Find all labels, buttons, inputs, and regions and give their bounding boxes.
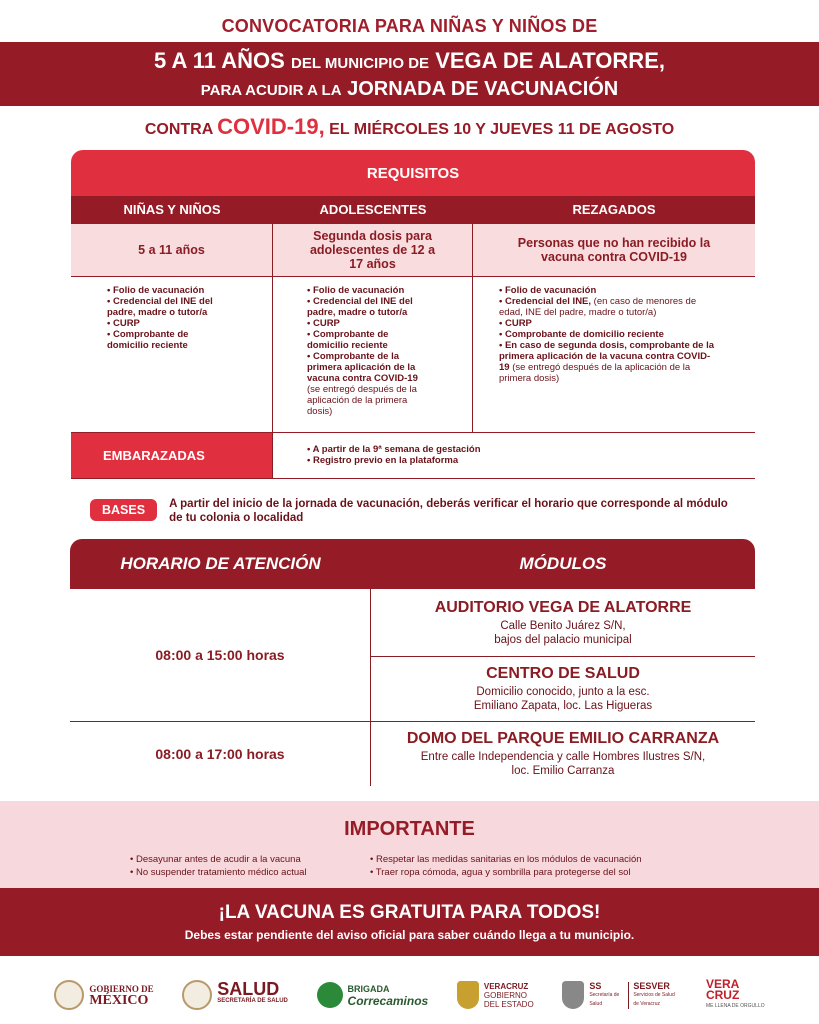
horario-row-2 — [70, 722, 755, 786]
list-item: • Folio de vacunación — [499, 285, 717, 296]
gobierno-mexico-logo: GOBIERNO DE MÉXICO — [54, 980, 153, 1010]
gratuita-title: ¡LA VACUNA ES GRATUITA PARA TODOS! — [218, 902, 601, 923]
mexico-seal-icon — [54, 980, 84, 1010]
sub-adolescentes: Segunda dosis para adolescentes de 12 a 17 años — [273, 224, 473, 276]
title-line-3 — [0, 74, 819, 101]
list-item: • Folio de vacunación — [307, 285, 429, 296]
module-name: DOMO DEL PARQUE EMILIO CARRANZA — [406, 730, 720, 747]
time-slot-2: 08:00 a 17:00 horas — [70, 722, 371, 786]
module-address: Entre calle Independencia y calle Hombres Ilustres S/N, loc. Emilio Carranza — [420, 751, 706, 777]
requisitos-table — [71, 150, 755, 479]
logo-strip — [0, 966, 819, 1024]
list-item: • A partir de la 9ª semana de gestación — [307, 444, 481, 455]
requisitos-subtitles — [71, 224, 755, 276]
list-item: • Credencial del INE, (en caso de menores de edad, INE del padre, madre o tutor/a) — [499, 296, 717, 318]
rezagados-list-cell — [473, 277, 755, 432]
title-line-4 — [0, 114, 819, 140]
list-item: • Folio de vacunación — [107, 285, 227, 296]
adolescentes-list-cell — [273, 277, 473, 432]
list-item: • Comprobante de domicilio reciente — [107, 329, 227, 351]
contra-text: CONTRA — [144, 121, 213, 138]
gratuita-banner — [0, 888, 819, 956]
importante-section — [0, 801, 819, 888]
time-slot-1: 08:00 a 15:00 horas — [70, 589, 371, 721]
list-item: • Traer ropa cómoda, agua y sombrilla para protegerse del sol — [370, 866, 642, 879]
horario-col-title: HORARIO DE ATENCIÓN — [120, 554, 321, 573]
module-centro-salud — [371, 657, 755, 722]
adolescentes-list — [307, 285, 429, 384]
salud-seal-icon — [182, 980, 212, 1010]
municipio-prefix: DEL MUNICIPIO DE — [290, 55, 430, 72]
module-auditorio — [371, 589, 755, 657]
bases-text: A partir del inicio de la jornada de vacunación, deberás verificar el horario que corresponde al módulo de tu colonia o localidad — [169, 498, 728, 524]
requisitos-body — [71, 276, 755, 433]
list-item: • Credencial del INE del padre, madre o tutor/a — [107, 296, 227, 318]
salud-logo: SALUD SECRETARÍA DE SALUD — [182, 980, 288, 1010]
col-adolescentes: ADOLESCENTES — [319, 202, 427, 217]
module-address: Calle Benito Juárez S/N, bajos del palacio municipal — [494, 620, 632, 646]
veracruz-gobierno-logo: VERACRUZ GOBIERNO DEL ESTADO — [457, 981, 534, 1009]
modulos-col-title: MÓDULOS — [519, 554, 607, 573]
brigada-correcaminos-logo: BRIGADA Correcaminos — [317, 982, 429, 1008]
ss-sesver-logo: SS Secretaría de Salud SESVER Servicios de Salud de Veracruz — [562, 981, 677, 1009]
col-rezagados: REZAGADOS — [572, 202, 656, 217]
list-item: • Credencial del INE del padre, madre o tutor/a — [307, 296, 429, 318]
ss-shield-icon — [562, 981, 584, 1009]
embarazadas-label: EMBARAZADAS — [71, 433, 273, 478]
horario-header — [70, 539, 755, 589]
horario-table — [70, 539, 755, 786]
list-item: • Comprobante de domicilio reciente — [307, 329, 429, 351]
age-range: 5 A 11 AÑOS — [154, 48, 285, 73]
importante-title: IMPORTANTE — [344, 818, 475, 840]
list-item: • Desayunar antes de acudir a la vacuna — [130, 853, 370, 866]
title-band — [0, 42, 819, 106]
module-domo — [371, 722, 755, 778]
rezagados-list — [499, 285, 717, 384]
bases-badge: BASES — [90, 499, 157, 521]
module-name: AUDITORIO VEGA DE ALATORRE — [434, 599, 692, 616]
list-item: • CURP — [107, 318, 227, 329]
module-address: Domicilio conocido, junto a la esc. Emiliano Zapata, loc. Las Higueras — [473, 686, 653, 712]
list-item: • Respetar las medidas sanitarias en los módulos de vacunación — [370, 853, 642, 866]
col-ninos: NIÑAS Y NIÑOS — [123, 202, 221, 217]
covid-text: COVID-19, — [217, 114, 325, 139]
importante-right-list — [370, 853, 642, 879]
requisitos-title: REQUISITOS — [71, 150, 755, 196]
embarazadas-list — [273, 433, 481, 478]
list-item: • Comprobante de domicilio reciente — [499, 329, 717, 340]
title-line-2 — [0, 42, 819, 74]
bases-section — [90, 497, 729, 525]
adolescentes-note: (se entregó después de la aplicación de la primera dosis) — [307, 384, 417, 417]
sub-ninos: 5 a 11 años — [71, 224, 273, 276]
module-name: CENTRO DE SALUD — [486, 665, 640, 682]
ninos-list-cell — [71, 277, 273, 432]
embarazadas-row — [71, 433, 755, 479]
requisitos-columns — [71, 196, 755, 224]
veracruz-shield-icon — [457, 981, 479, 1009]
list-item: • No suspender tratamiento médico actual — [130, 866, 370, 879]
modules-cell-1 — [371, 589, 755, 721]
list-item: • CURP — [307, 318, 429, 329]
jornada-prefix: PARA ACUDIR A LA — [200, 82, 342, 99]
list-item: • Comprobante de la primera aplicación de la vacuna contra COVID-19 — [307, 351, 429, 384]
ninos-list — [107, 285, 227, 351]
municipio-name: VEGA DE ALATORRE, — [435, 48, 665, 73]
sub-rezagados: Personas que no han recibido la vacuna contra COVID-19 — [517, 236, 711, 264]
importante-left-list — [130, 853, 370, 879]
list-item: • CURP — [499, 318, 717, 329]
title-line-1: CONVOCATORIA PARA NIÑAS Y NIÑOS DE — [221, 16, 598, 36]
modules-cell-2 — [371, 722, 755, 786]
jornada-name: JORNADA DE VACUNACIÓN — [347, 78, 619, 100]
horario-row-1 — [70, 589, 755, 722]
dates-text: EL MIÉRCOLES 10 Y JUEVES 11 DE AGOSTO — [329, 121, 675, 138]
gratuita-subtitle: Debes estar pendiente del aviso oficial para saber cuándo llega a tu municipio. — [184, 928, 635, 942]
list-item: • En caso de segunda dosis, comprobante de la primera aplicación de la vacuna contra COVID-19 (se entregó después de la aplicación de la primera dosis) — [499, 340, 717, 384]
correcaminos-icon — [317, 982, 343, 1008]
importante-lists — [0, 841, 819, 879]
list-item: • Registro previo en la plataforma — [307, 455, 481, 466]
veracruz-orgullo-logo: VERA CRUZ ME LLENA DE ORGULLO — [705, 976, 765, 1009]
